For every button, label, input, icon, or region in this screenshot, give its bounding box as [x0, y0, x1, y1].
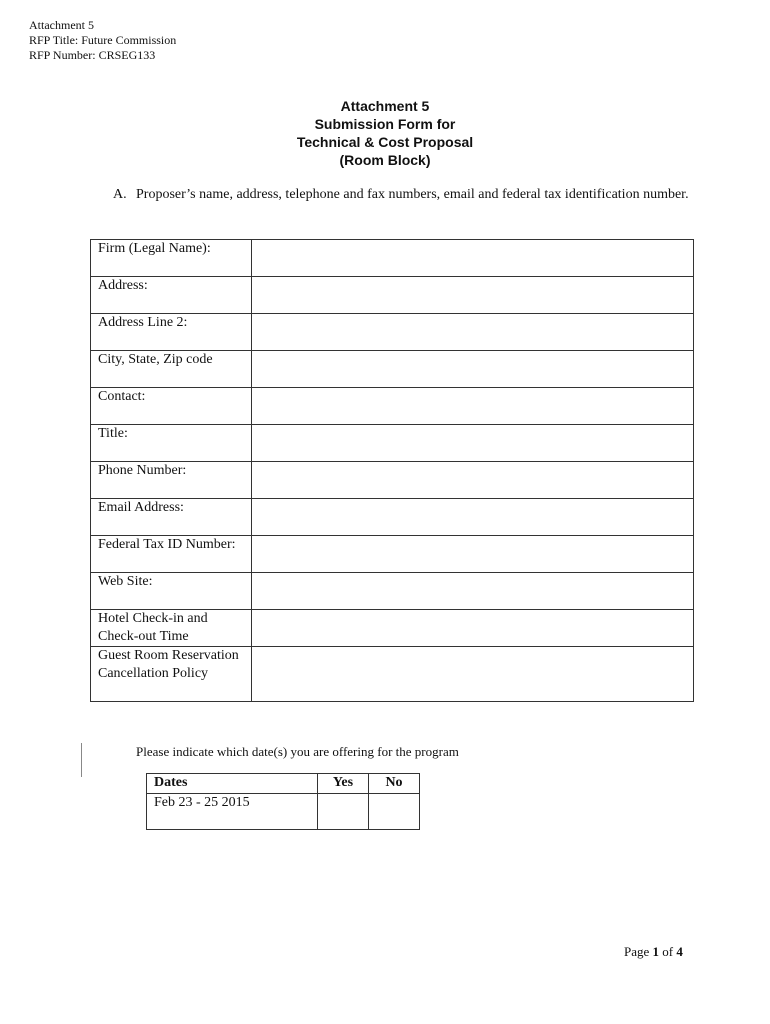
address-field[interactable]: [252, 277, 694, 314]
table-row: [147, 794, 420, 830]
header-rfp-number: RFP Number: CRSEG133: [29, 48, 156, 62]
federal-tax-id-label: Federal Tax ID Number:: [91, 536, 252, 573]
table-row: [91, 610, 694, 647]
web-site-label: Web Site:: [91, 573, 252, 610]
table-row: [91, 573, 694, 610]
table-row: [91, 425, 694, 462]
section-a: [113, 186, 713, 204]
table-row: [91, 240, 694, 277]
header-attachment: Attachment 5: [29, 18, 94, 32]
email-address-field[interactable]: [252, 499, 694, 536]
title-line-4: (Room Block): [339, 152, 431, 168]
web-site-field[interactable]: [252, 573, 694, 610]
header-rfp-title: RFP Title: Future Commission: [29, 33, 177, 47]
phone-number-label: Phone Number:: [91, 462, 252, 499]
check-in-out-time-label: Hotel Check-in and Check-out Time: [91, 610, 252, 647]
cancellation-policy-field[interactable]: [252, 647, 694, 702]
city-state-zip-label: City, State, Zip code: [91, 351, 252, 388]
address-label: Address:: [91, 277, 252, 314]
page-number: [624, 944, 683, 960]
no-cell[interactable]: [369, 794, 420, 830]
section-a-marker: A.: [113, 187, 127, 202]
dates-column-header: Dates: [147, 774, 318, 794]
title-line-2: Submission Form for: [314, 116, 456, 132]
table-row: [91, 462, 694, 499]
no-column-header: No: [369, 774, 420, 794]
page-of-label: of: [659, 944, 677, 959]
email-address-label: Email Address:: [91, 499, 252, 536]
table-row: [91, 647, 694, 702]
table-row: [91, 499, 694, 536]
title-field[interactable]: [252, 425, 694, 462]
dates-intro-text: Please indicate which date(s) you are offering for the program: [136, 744, 459, 759]
yes-column-header: Yes: [318, 774, 369, 794]
document-header: [29, 18, 176, 63]
table-row: [91, 277, 694, 314]
form-title: [0, 97, 770, 169]
contact-field[interactable]: [252, 388, 694, 425]
page-label: Page: [624, 944, 653, 959]
table-row: [91, 388, 694, 425]
title-line-1: Attachment 5: [340, 98, 430, 114]
firm-name-field[interactable]: [252, 240, 694, 277]
yes-cell[interactable]: [318, 794, 369, 830]
contact-label: Contact:: [91, 388, 252, 425]
firm-name-label: Firm (Legal Name):: [91, 240, 252, 277]
date-option: Feb 23 - 25 2015: [147, 794, 318, 830]
check-in-out-time-field[interactable]: [252, 610, 694, 647]
federal-tax-id-field[interactable]: [252, 536, 694, 573]
city-state-zip-field[interactable]: [252, 351, 694, 388]
table-row: [91, 314, 694, 351]
address-line-2-label: Address Line 2:: [91, 314, 252, 351]
title-label: Title:: [91, 425, 252, 462]
cancellation-policy-label: Guest Room Reservation Cancellation Policy: [91, 647, 252, 702]
table-row: [91, 536, 694, 573]
change-bar: [81, 743, 82, 777]
table-row: [91, 351, 694, 388]
page-current: 1: [652, 944, 660, 959]
address-line-2-field[interactable]: [252, 314, 694, 351]
dates-header-row: [147, 774, 420, 794]
page-total: 4: [676, 944, 683, 959]
phone-number-field[interactable]: [252, 462, 694, 499]
title-line-3: Technical & Cost Proposal: [296, 134, 474, 150]
dates-table: [146, 773, 420, 830]
proposer-info-table: [90, 239, 694, 702]
section-a-text: Proposer’s name, address, telephone and fax numbers, email and federal tax identification number.: [136, 187, 689, 202]
